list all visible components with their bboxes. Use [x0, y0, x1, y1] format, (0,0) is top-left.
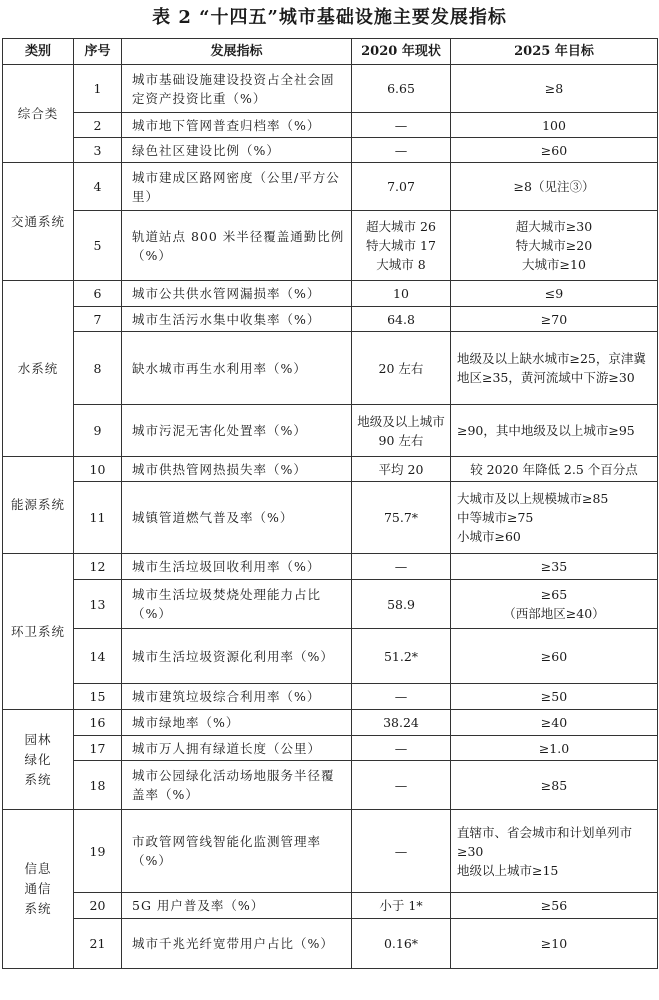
row-no: 21	[74, 919, 122, 969]
row-target: ≥1.0	[451, 736, 658, 761]
row-indicator: 城市绿地率（%）	[122, 710, 352, 736]
row-no: 15	[74, 684, 122, 710]
row-no: 16	[74, 710, 122, 736]
table-row	[3, 893, 658, 919]
row-no: 7	[74, 307, 122, 332]
table-row	[3, 281, 658, 307]
row-current: —	[352, 736, 451, 761]
row-current: —	[352, 761, 451, 810]
row-target	[451, 580, 658, 629]
row-no: 14	[74, 629, 122, 684]
row-no: 18	[74, 761, 122, 810]
category-cell: 园林绿化系统	[3, 710, 74, 810]
row-no: 4	[74, 163, 122, 211]
row-current	[352, 211, 451, 281]
row-no: 8	[74, 332, 122, 405]
row-indicator: 城市公共供水管网漏损率（%）	[122, 281, 352, 307]
current-line: 大城市 8	[376, 257, 426, 272]
row-current: 6.65	[352, 65, 451, 113]
row-no: 2	[74, 113, 122, 138]
target-line: （西部地区≥40）	[503, 606, 605, 621]
row-indicator: 城市生活垃圾焚烧处理能力占比（%）	[122, 580, 352, 629]
table-row	[3, 307, 658, 332]
row-no: 19	[74, 810, 122, 893]
row-current: 10	[352, 281, 451, 307]
row-indicator: 城市生活垃圾回收利用率（%）	[122, 554, 352, 580]
row-indicator: 城市公园绿化活动场地服务半径覆盖率（%）	[122, 761, 352, 810]
row-indicator: 缺水城市再生水利用率（%）	[122, 332, 352, 405]
table-row	[3, 684, 658, 710]
row-no: 13	[74, 580, 122, 629]
header-row	[3, 39, 658, 65]
row-no: 6	[74, 281, 122, 307]
table-row	[3, 810, 658, 893]
row-indicator: 城市建成区路网密度（公里/平方公里）	[122, 163, 352, 211]
row-no: 1	[74, 65, 122, 113]
row-target: ≥60	[451, 138, 658, 163]
target-line: 地级以上城市≥15	[457, 862, 559, 878]
target-line: 大城市≥10	[522, 257, 586, 272]
row-target: 100	[451, 113, 658, 138]
row-indicator: 城市供热管网热损失率（%）	[122, 457, 352, 482]
category-cell: 能源系统	[3, 457, 74, 554]
row-indicator: 城市生活污水集中收集率（%）	[122, 307, 352, 332]
indicator-table	[2, 38, 658, 969]
table-row	[3, 65, 658, 113]
table-title: 表 2 “十四五”城市基础设施主要发展指标	[152, 7, 507, 28]
current-line: 超大城市 26	[366, 219, 436, 234]
row-no: 11	[74, 482, 122, 554]
target-line: 小城市≥60	[457, 529, 521, 544]
row-no: 17	[74, 736, 122, 761]
target-line: 大城市及以上规模城市≥85	[457, 491, 609, 506]
table-row	[3, 457, 658, 482]
row-indicator: 城市基础设施建设投资占全社会固定资产投资比重（%）	[122, 65, 352, 113]
category-cell: 水系统	[3, 281, 74, 457]
table-row	[3, 138, 658, 163]
row-target: ≥8	[451, 65, 658, 113]
row-current: 平均 20	[352, 457, 451, 482]
table-row	[3, 113, 658, 138]
row-current: —	[352, 138, 451, 163]
category-cell: 环卫系统	[3, 554, 74, 710]
target-line: 中等城市≥75	[457, 510, 534, 525]
row-indicator: 城市污泥无害化处置率（%）	[122, 405, 352, 457]
table-row	[3, 332, 658, 405]
row-target: ≥40	[451, 710, 658, 736]
row-indicator: 城市建筑垃圾综合利用率（%）	[122, 684, 352, 710]
row-current: 64.8	[352, 307, 451, 332]
row-indicator: 轨道站点 800 米半径覆盖通勤比例（%）	[122, 211, 352, 281]
row-target: 较 2020 年降低 2.5 个百分点	[451, 457, 658, 482]
row-no: 10	[74, 457, 122, 482]
row-indicator: 绿色社区建设比例（%）	[122, 138, 352, 163]
row-no: 9	[74, 405, 122, 457]
row-current: 20 左右	[352, 332, 451, 405]
row-current: 地级及以上城市 90 左右	[352, 405, 451, 457]
row-current: 38.24	[352, 710, 451, 736]
row-target: ≥50	[451, 684, 658, 710]
category-cell: 交通系统	[3, 163, 74, 281]
table-row	[3, 163, 658, 211]
row-no: 12	[74, 554, 122, 580]
row-indicator: 城市生活垃圾资源化利用率（%）	[122, 629, 352, 684]
header-indicator: 发展指标	[122, 39, 352, 65]
table-row	[3, 710, 658, 736]
row-current: 小于 1*	[352, 893, 451, 919]
target-line: 超大城市≥30	[515, 219, 593, 234]
row-target: ≥35	[451, 554, 658, 580]
row-current: 51.2*	[352, 629, 451, 684]
row-target: ≤9	[451, 281, 658, 307]
row-indicator: 5G 用户普及率（%）	[122, 893, 352, 919]
row-target	[451, 482, 658, 554]
row-indicator: 城市地下管网普查归档率（%）	[122, 113, 352, 138]
row-target: ≥70	[451, 307, 658, 332]
row-target: ≥8（见注③）	[451, 163, 658, 211]
row-target: ≥85	[451, 761, 658, 810]
target-line: ≥65	[540, 587, 568, 602]
row-no: 3	[74, 138, 122, 163]
target-line: 直辖市、省会城市和计划单列市≥30	[457, 824, 633, 859]
header-category: 类别	[3, 39, 74, 65]
row-current: 7.07	[352, 163, 451, 211]
target-line: 特大城市≥20	[515, 238, 593, 253]
table-row	[3, 919, 658, 969]
row-indicator: 城市千兆光纤宽带用户占比（%）	[122, 919, 352, 969]
row-no: 5	[74, 211, 122, 281]
table-row	[3, 554, 658, 580]
row-indicator: 城镇管道燃气普及率（%）	[122, 482, 352, 554]
header-no: 序号	[74, 39, 122, 65]
header-current: 2020 年现状	[352, 39, 451, 65]
row-indicator: 城市万人拥有绿道长度（公里）	[122, 736, 352, 761]
row-current: —	[352, 684, 451, 710]
header-target: 2025 年目标	[451, 39, 658, 65]
table-row	[3, 761, 658, 810]
table-row	[3, 580, 658, 629]
row-current: —	[352, 113, 451, 138]
row-current: —	[352, 554, 451, 580]
row-indicator: 市政管网管线智能化监测管理率（%）	[122, 810, 352, 893]
row-current: 0.16*	[352, 919, 451, 969]
current-line: 特大城市 17	[366, 238, 436, 253]
category-cell: 信息通信系统	[3, 810, 74, 969]
row-current: 75.7*	[352, 482, 451, 554]
category-cell: 综合类	[3, 65, 74, 163]
row-target: ≥56	[451, 893, 658, 919]
row-target: ≥90，其中地级及以上城市≥95	[451, 405, 658, 457]
row-current: 58.9	[352, 580, 451, 629]
row-target: ≥60	[451, 629, 658, 684]
table-row	[3, 405, 658, 457]
row-target: 地级及以上缺水城市≥25，京津冀地区≥35，黄河流域中下游≥30	[451, 332, 658, 405]
row-target	[451, 211, 658, 281]
table-row	[3, 211, 658, 281]
table-row	[3, 482, 658, 554]
table-row	[3, 629, 658, 684]
row-target	[451, 810, 658, 893]
table-row	[3, 736, 658, 761]
row-current: —	[352, 810, 451, 893]
row-no: 20	[74, 893, 122, 919]
row-target: ≥10	[451, 919, 658, 969]
